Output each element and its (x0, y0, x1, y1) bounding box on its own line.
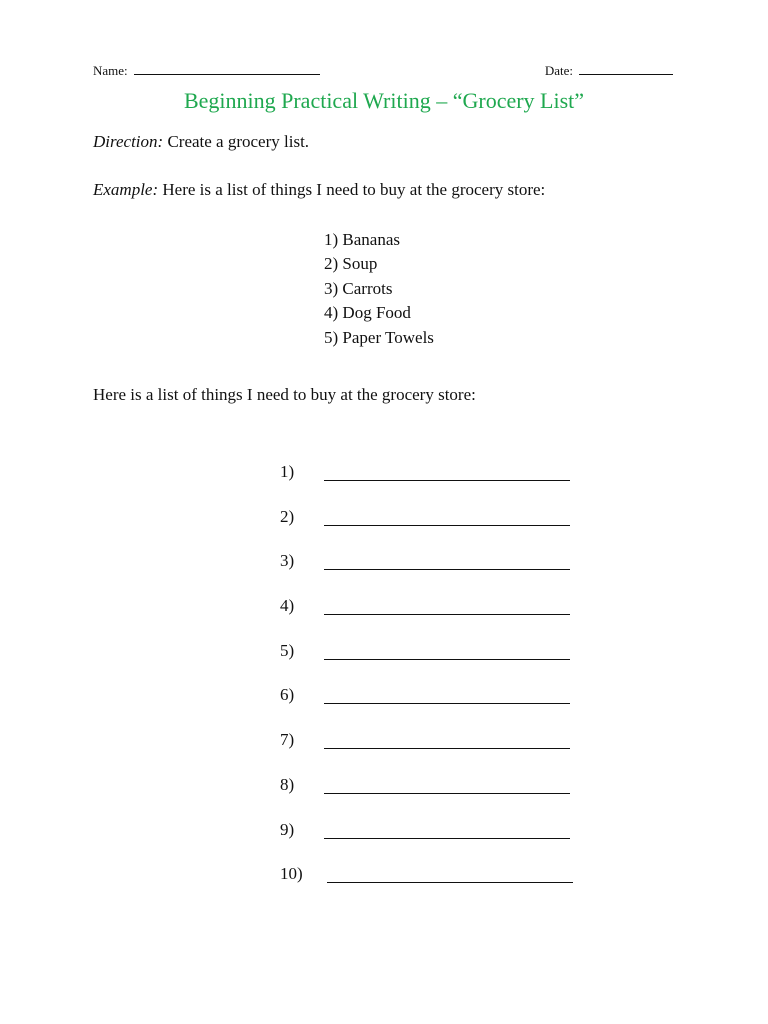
answer-blank-line[interactable] (324, 703, 570, 704)
answer-blank-line[interactable] (324, 748, 570, 749)
example-item: 2) Soup (324, 254, 378, 274)
answer-blank-line[interactable] (324, 614, 570, 615)
example-text: Here is a list of things I need to buy at the grocery store: (158, 180, 546, 199)
example-item: 3) Carrots (324, 278, 393, 298)
answer-number: 1) (280, 462, 295, 481)
example-item: 5) Paper Towels (324, 327, 434, 347)
answer-blank-line[interactable] (324, 569, 570, 570)
answer-number: 9) (280, 819, 295, 839)
direction-text: Create a grocery list. (163, 132, 310, 151)
example-list (324, 228, 434, 350)
answer-number: 3) (280, 551, 295, 571)
answer-blank-line[interactable] (327, 882, 573, 883)
name-label: Name: (93, 63, 128, 78)
answer-blank-line[interactable] (324, 659, 570, 660)
example-label: Example: (93, 180, 159, 199)
answer-blank-line[interactable] (324, 838, 570, 839)
answer-number: 2) (280, 506, 295, 526)
answer-number: 5) (280, 640, 295, 660)
answer-number: 7) (280, 730, 295, 750)
prompt-text: Here is a list of things I need to buy at the grocery store: (93, 385, 476, 404)
header-row (93, 62, 673, 82)
example-item: 1) Bananas (324, 230, 401, 249)
date-field (545, 62, 673, 79)
answer-blank-line[interactable] (324, 480, 570, 481)
direction-line (93, 132, 309, 152)
answer-blank-line[interactable] (324, 525, 570, 526)
name-blank-line[interactable] (134, 62, 320, 75)
example-line (93, 180, 545, 200)
direction-label: Direction: (93, 132, 164, 151)
answer-blank-line[interactable] (324, 793, 570, 794)
answer-number: 4) (280, 596, 295, 616)
name-field (93, 62, 320, 79)
date-blank-line[interactable] (579, 62, 673, 75)
answer-number: 6) (280, 685, 295, 705)
answer-number: 8) (280, 774, 295, 794)
worksheet-title: Beginning Practical Writing – “Grocery List” (183, 88, 585, 113)
example-item: 4) Dog Food (324, 303, 411, 323)
answer-number: 10) (280, 864, 303, 884)
date-label: Date: (544, 63, 573, 78)
